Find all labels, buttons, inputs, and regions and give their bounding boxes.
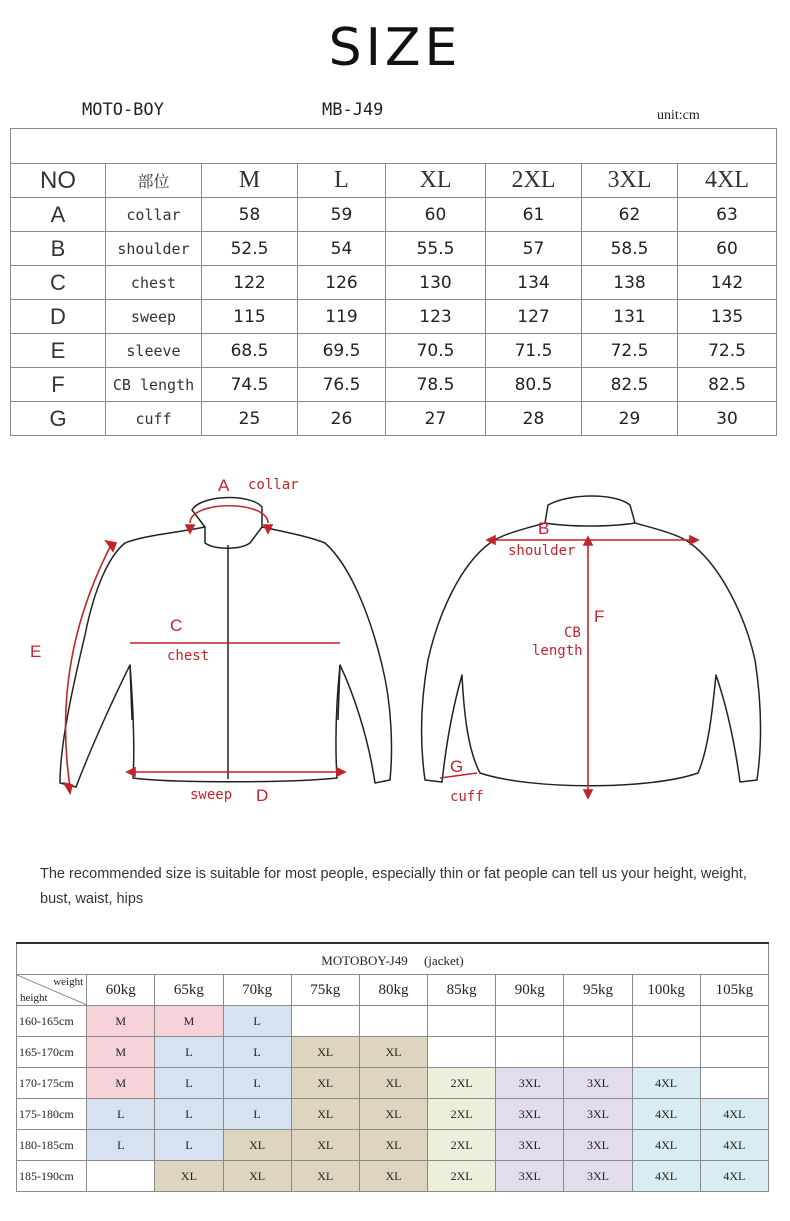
size-recommendation-cell: L [223,1099,291,1130]
brand-label: MOTO-BOY [82,100,164,120]
size-recommendation-cell: L [155,1099,223,1130]
measurement-cell: 72.5 [582,334,678,368]
table-row [17,1099,769,1130]
size-recommendation-cell: 4XL [632,1130,700,1161]
header-no: NO [11,164,106,198]
measurement-cell: 130 [386,266,486,300]
size-recommendation-cell [496,1006,564,1037]
measurement-cell: 68.5 [202,334,298,368]
size-recommendation-cell: M [155,1006,223,1037]
size-recommendation-cell: 3XL [496,1099,564,1130]
size-header-row [11,164,777,198]
size-recommendation-cell: 3XL [564,1099,632,1130]
measurement-cell: 26 [298,402,386,436]
height-range: 185-190cm [17,1161,87,1192]
corner-height-label: height [20,992,48,1004]
size-recommendation-cell: L [223,1068,291,1099]
size-recommendation-cell: 2XL [428,1130,496,1161]
size-recommendation-cell: XL [359,1099,427,1130]
measurement-cell: 57 [486,232,582,266]
shoulder-letter: B [538,519,550,538]
row-part: cuff [106,402,202,436]
table-row [11,402,777,436]
header-size: 3XL [582,164,678,198]
measurement-cell: 29 [582,402,678,436]
table-row [17,1006,769,1037]
row-part: sweep [106,300,202,334]
table-row [17,1161,769,1192]
size-recommendation-cell [87,1161,155,1192]
size-recommendation-cell: XL [291,1161,359,1192]
measurement-cell: 58.5 [582,232,678,266]
size-recommendation-cell [564,1006,632,1037]
measurement-cell: 131 [582,300,678,334]
measurement-cell: 61 [486,198,582,232]
unit-label: unit:cm [657,108,700,123]
size-recommendation-cell: 3XL [496,1130,564,1161]
height-range: 170-175cm [17,1068,87,1099]
weight-header: 100kg [632,975,700,1006]
measurement-cell: 69.5 [298,334,386,368]
row-part: shoulder [106,232,202,266]
size-recommendation-cell: XL [291,1068,359,1099]
row-letter: C [11,266,106,300]
model-label: MB-J49 [322,100,384,120]
table-row [17,1068,769,1099]
size-recommendation-cell: 4XL [632,1099,700,1130]
measurement-cell: 115 [202,300,298,334]
page-title: SIZE [328,18,462,78]
size-recommendation-cell: L [223,1037,291,1068]
measurement-cell: 28 [486,402,582,436]
weight-header: 90kg [496,975,564,1006]
row-letter: A [11,198,106,232]
size-recommendation-cell [700,1037,768,1068]
measurement-cell: 52.5 [202,232,298,266]
weight-height-size-table [16,942,769,1192]
weight-header: 75kg [291,975,359,1006]
header-size: 4XL [678,164,777,198]
size-recommendation-cell: XL [291,1130,359,1161]
size-recommendation-cell: 3XL [496,1161,564,1192]
size-recommendation-cell: XL [223,1161,291,1192]
measurement-cell: 55.5 [386,232,486,266]
weight-header: 65kg [155,975,223,1006]
cuff-label: cuff [450,789,484,805]
jacket-measurement-diagram [0,465,790,810]
size-recommendation-cell: 3XL [564,1161,632,1192]
back-collar [545,523,635,526]
measurement-cell: 138 [582,266,678,300]
collar-label: collar [248,477,299,493]
size-recommendation-cell: 4XL [700,1130,768,1161]
measurement-cell: 58 [202,198,298,232]
size-recommendation-cell: XL [223,1130,291,1161]
header-position: 部位 [106,164,202,198]
weight-header: 70kg [223,975,291,1006]
size-recommendation-cell: 2XL [428,1099,496,1130]
size-recommendation-cell: L [155,1037,223,1068]
measurement-cell: 82.5 [678,368,777,402]
size-recommendation-cell: 3XL [564,1068,632,1099]
row-letter: G [11,402,106,436]
measurement-cell: 74.5 [202,368,298,402]
size-recommendation-cell: L [87,1099,155,1130]
weight-header: 80kg [359,975,427,1006]
header-size: XL [386,164,486,198]
table-row [11,334,777,368]
size-recommendation-cell: 2XL [428,1068,496,1099]
table-row [11,368,777,402]
measurement-cell: 60 [386,198,486,232]
chest-letter: C [170,616,183,635]
header-size: 2XL [486,164,582,198]
height-range: 160-165cm [17,1006,87,1037]
measurement-cell: 126 [298,266,386,300]
size-recommendation-cell: 4XL [700,1099,768,1130]
measurement-cell: 30 [678,402,777,436]
measurement-cell: 59 [298,198,386,232]
sweep-letter: D [256,786,269,805]
measurement-cell: 127 [486,300,582,334]
row-letter: D [11,300,106,334]
row-letter: F [11,368,106,402]
size-recommendation-cell [428,1037,496,1068]
size-recommendation-cell: XL [359,1068,427,1099]
height-range: 175-180cm [17,1099,87,1130]
row-part: chest [106,266,202,300]
front-collar-inner [205,527,262,548]
size-recommendation-cell: L [223,1006,291,1037]
size-recommendation-cell: 4XL [632,1068,700,1099]
cuff-letter: G [450,757,464,776]
header-size: M [202,164,298,198]
weight-header-row [17,975,769,1006]
table-spacer-row [11,129,777,164]
measurement-cell: 62 [582,198,678,232]
header-size: L [298,164,386,198]
weight-table-title: MOTOBOY-J49 (jacket) [17,943,769,975]
sweep-label: sweep [190,787,233,803]
height-range: 165-170cm [17,1037,87,1068]
weight-header: 85kg [428,975,496,1006]
measurement-cell: 70.5 [386,334,486,368]
row-letter: E [11,334,106,368]
size-recommendation-note: The recommended size is suitable for most people, especially thin or fat people can tell us your height, weight, bust, waist, hips [40,866,747,907]
weight-header: 60kg [87,975,155,1006]
row-letter: B [11,232,106,266]
size-recommendation-cell [632,1006,700,1037]
size-recommendation-cell [700,1006,768,1037]
row-part: collar [106,198,202,232]
table-row [17,1130,769,1161]
measurement-cell: 71.5 [486,334,582,368]
corner-cell [17,975,87,1006]
measurement-cell: 82.5 [582,368,678,402]
collar-letter: A [218,476,230,495]
measurement-cell: 122 [202,266,298,300]
measurement-cell: 54 [298,232,386,266]
size-recommendation-cell: XL [359,1161,427,1192]
sleeve-arrow [66,543,112,787]
measurement-cell: 135 [678,300,777,334]
length-label-line1: CB [564,625,581,641]
measurement-cell: 119 [298,300,386,334]
size-recommendation-cell [291,1006,359,1037]
height-range: 180-185cm [17,1130,87,1161]
sleeve-letter: E [30,642,42,661]
size-recommendation-cell [359,1006,427,1037]
measurement-cell: 78.5 [386,368,486,402]
size-recommendation-cell: 3XL [564,1130,632,1161]
table-row [17,1037,769,1068]
table-row [11,266,777,300]
size-recommendation-cell: L [155,1068,223,1099]
size-recommendation-cell: M [87,1037,155,1068]
length-letter: F [594,607,605,626]
measurement-cell: 60 [678,232,777,266]
size-recommendation-cell: XL [291,1099,359,1130]
size-recommendation-cell: M [87,1068,155,1099]
measurement-cell: 134 [486,266,582,300]
size-recommendation-cell [496,1037,564,1068]
chest-label: chest [167,648,210,664]
size-recommendation-cell: 4XL [632,1161,700,1192]
row-part: sleeve [106,334,202,368]
size-recommendation-cell [428,1006,496,1037]
corner-weight-label: weight [53,976,84,988]
shoulder-label: shoulder [508,543,576,559]
size-recommendation-cell: XL [359,1037,427,1068]
size-recommendation-cell [632,1037,700,1068]
row-part: CB length [106,368,202,402]
measurement-cell: 72.5 [678,334,777,368]
weight-header: 105kg [700,975,768,1006]
size-recommendation-cell [564,1037,632,1068]
size-recommendation-cell: L [155,1130,223,1161]
length-label-line2: length [532,643,583,659]
table-row [11,232,777,266]
weight-table-title-row [17,943,769,975]
table-row [11,198,777,232]
measurement-cell: 63 [678,198,777,232]
size-recommendation-cell: 3XL [496,1068,564,1099]
size-recommendation-cell: M [87,1006,155,1037]
measurement-cell: 27 [386,402,486,436]
size-recommendation-cell: L [87,1130,155,1161]
size-recommendation-cell: 2XL [428,1161,496,1192]
collar-arrow [190,506,268,523]
size-chart-table [10,128,777,436]
measurement-cell: 76.5 [298,368,386,402]
measurement-cell: 142 [678,266,777,300]
size-recommendation-cell [700,1068,768,1099]
table-row [11,300,777,334]
measurement-cell: 123 [386,300,486,334]
size-recommendation-cell: XL [291,1037,359,1068]
size-recommendation-cell: XL [155,1161,223,1192]
weight-header: 95kg [564,975,632,1006]
measurement-cell: 25 [202,402,298,436]
size-recommendation-cell: 4XL [700,1161,768,1192]
size-recommendation-cell: XL [359,1130,427,1161]
measurement-cell: 80.5 [486,368,582,402]
